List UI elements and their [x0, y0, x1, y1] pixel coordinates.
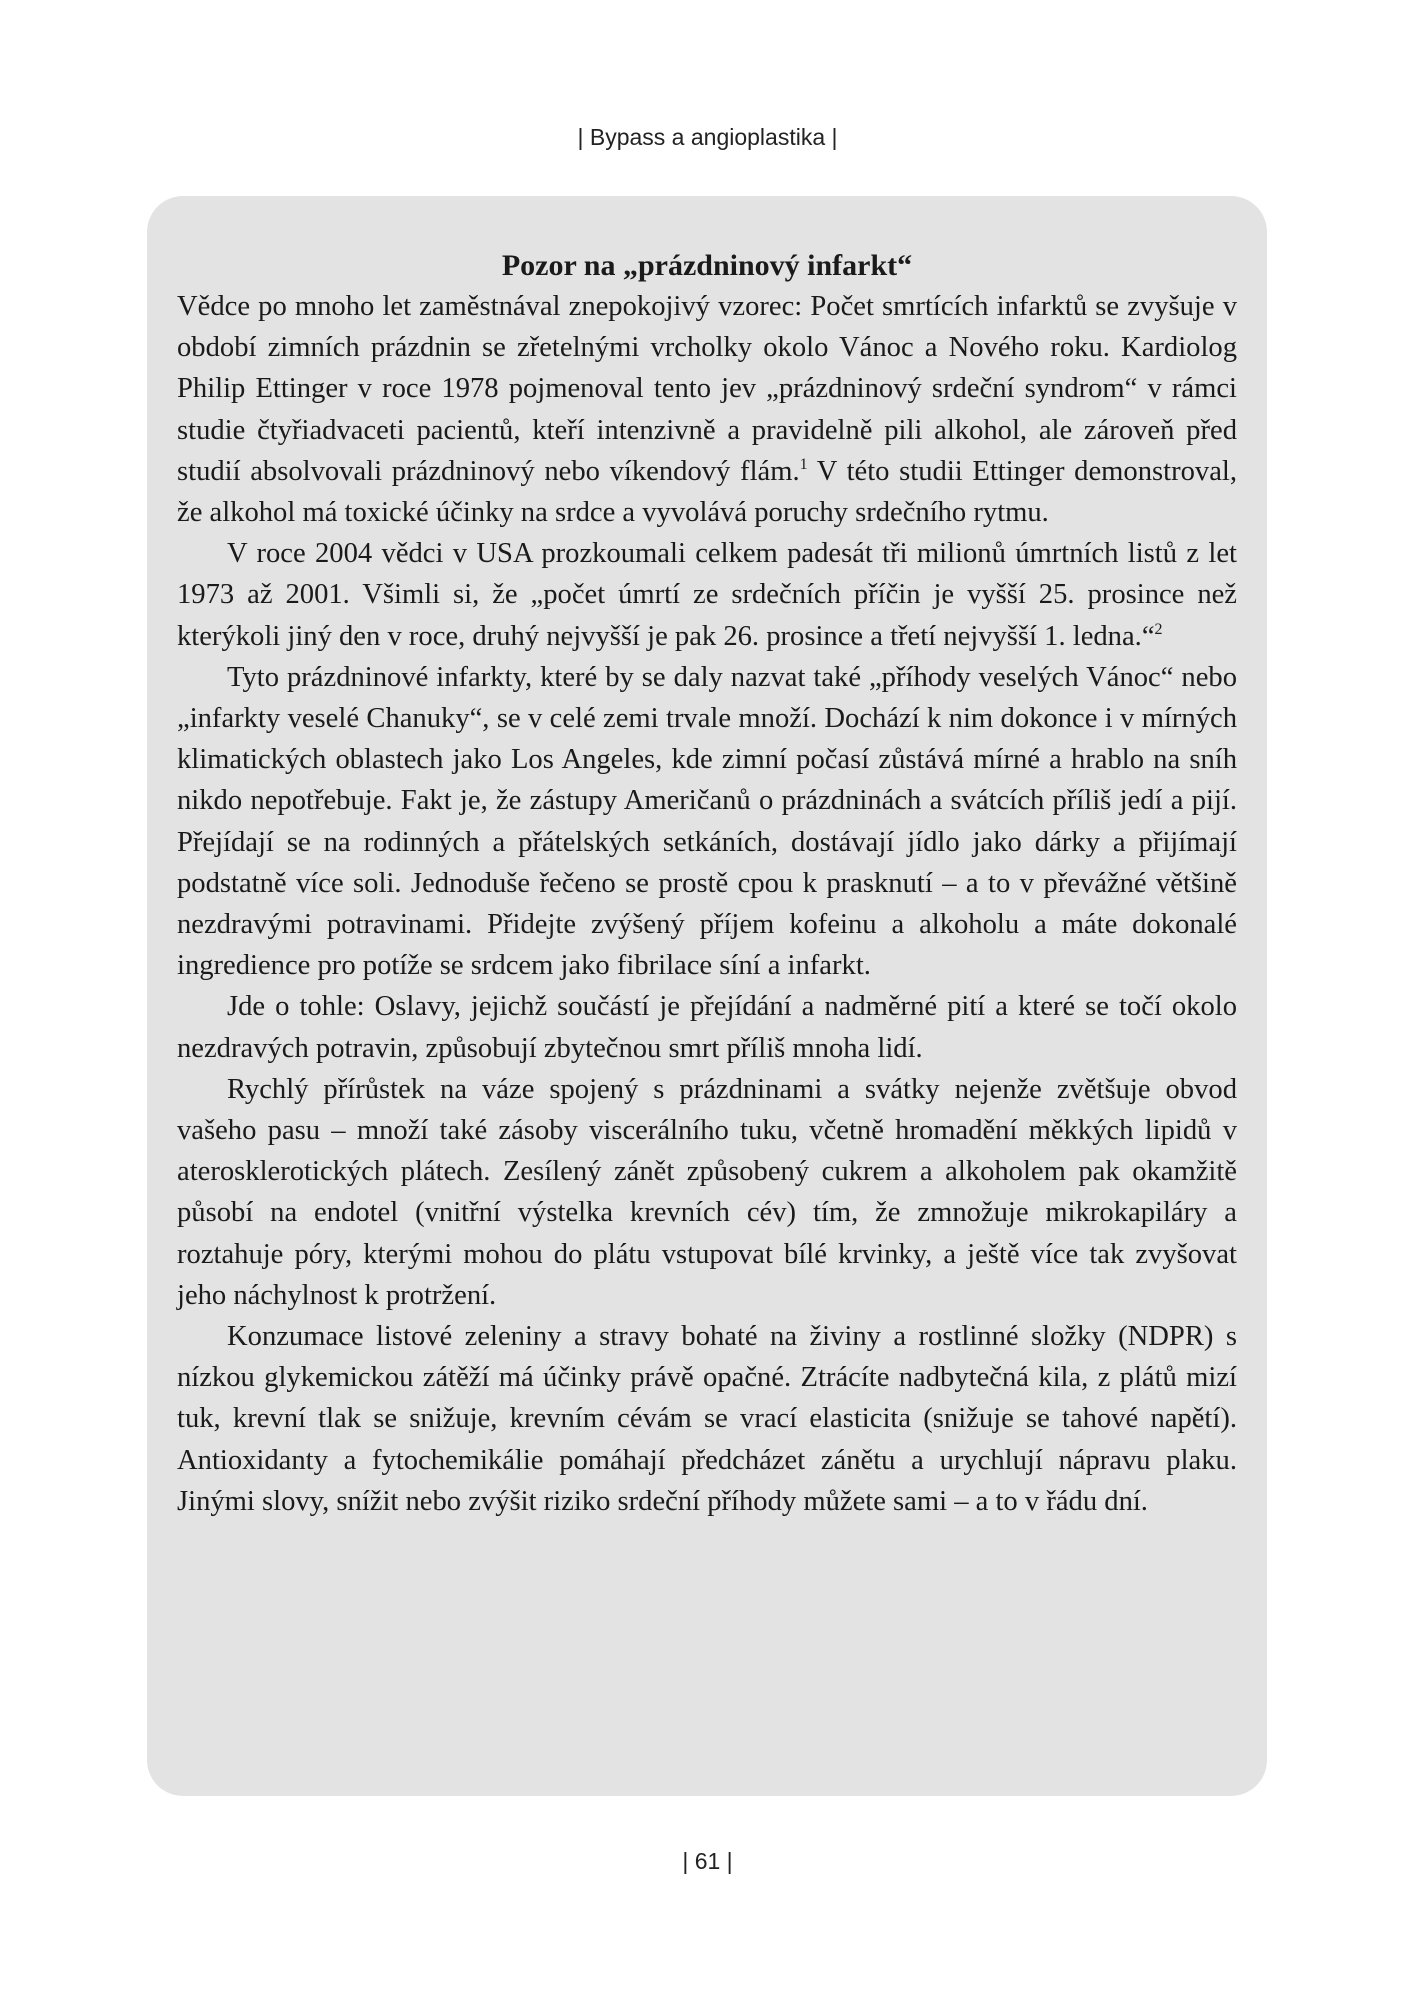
- paragraph-1: [177, 286, 1237, 533]
- box-title: Pozor na „prázdninový infarkt“: [501, 249, 913, 282]
- paragraph-text: Tyto prázdninové infarkty, které by se daly nazvat také „příhody veselých Vánoc“ nebo „infarkty veselé Chanuky“, se v celé zemi trvale množí. Dochází k nim dokonce i v mírných klimatických oblastech jako Los Angeles, kde zimní počasí zůstává mírné a hrablo na sníh nikdo nepotřebuje. Fakt je, že zástupy Američanů o prázdninách a svátcích příliš jedí a pijí. Přejídají se na rodinných a přátelských setkáních, dostávají jídlo jako dárky a přijímají podstatně více soli. Jednoduše řečeno se prostě cpou k prasknutí – a to v převážné většině nezdravými potravinami. Přidejte zvýšený příjem kofeinu a alkoholu a máte dokonalé ingredience pro potíže se srdcem jako fibrilace síní a infarkt.: [177, 661, 1237, 982]
- paragraph-text: Jde o tohle: Oslavy, jejichž součástí je přejídání a nadměrné pití a které se točí okolo nezdravých potravin, způsobují zbytečnou smrt příliš mnoha lidí.: [177, 991, 1237, 1064]
- paragraph-text: Rychlý přírůstek na váze spojený s prázdninami a svátky nejenže zvětšuje obvod vašeho pasu – množí také zásoby viscerálního tuku, včetně hromadění měkkých lipidů v aterosklerotických plátech. Zesílený zánět způsobený cukrem a alkoholem pak okamžitě působí na endotel (vnitřní výstelka krevních cév) tím, že zmnožuje mikrokapiláry a roztahuje póry, kterými mohou do plátu vstupovat bílé krvinky, a ještě více tak zvyšovat jeho náchylnost k protržení.: [177, 1073, 1237, 1311]
- paragraph-5: [177, 1069, 1237, 1316]
- footnote-ref: 2: [1154, 620, 1163, 638]
- paragraph-text: Konzumace listové zeleniny a stravy bohaté na živiny a rostlinné složky (NDPR) s nízkou glykemickou zátěží má účinky právě opačné. Ztrácíte nadbytečná kila, z plátů mizí tuk, krevní tlak se snižuje, krevním cévám se vrací elasticita (snižuje se tahové napětí). Antioxidanty a fytochemikálie pomáhají předcházet zánětu a urychlují nápravu plaku. Jinými slovy, snížit nebo zvýšit riziko srdeční příhody můžete sami – a to v řádu dní.: [177, 1321, 1237, 1517]
- paragraph-text: Vědce po mnoho let zaměstnával znepokojivý vzorec: Počet smrtících infarktů se zvyšuje v období zimních prázdnin se zřetelnými vrcholky okolo Vánoc a Nového roku. Kardiolog Philip Ettinger v roce 1978 pojmenoval tento jev „prázdninový srdeční syndrom“ v rámci studie čtyřiadvaceti pacientů, kteří intenzivně a pravidelně pili alkohol, ale zároveň před studií absolvovali prázdninový nebo víkendový flám.: [177, 291, 1237, 487]
- paragraph-4: [177, 986, 1237, 1068]
- footnote-ref: 1: [799, 455, 808, 473]
- page-number: | 61 |: [682, 1848, 733, 1874]
- sidebar-box: [147, 196, 1267, 1796]
- running-header: | Bypass a angioplastika |: [577, 124, 838, 150]
- paragraph-6: [177, 1316, 1237, 1522]
- paragraph-2: [177, 533, 1237, 657]
- paragraph-text: V roce 2004 vědci v USA prozkoumali celkem padesát tři milionů úmrtních listů z let 1973 až 2001. Všimli si, že „počet úmrtí ze srdečních příčin je vyšší 25. prosince než kterýkoli jiný den v roce, druhý nejvyšší je pak 26. prosince a třetí nejvyšší 1. ledna.“: [177, 538, 1237, 652]
- paragraph-text-after: V této studii Ettinger demonstroval, že alkohol má toxické účinky na srdce a vyvolává poruchy srdečního rytmu.: [177, 455, 1237, 529]
- paragraph-3: [177, 657, 1237, 987]
